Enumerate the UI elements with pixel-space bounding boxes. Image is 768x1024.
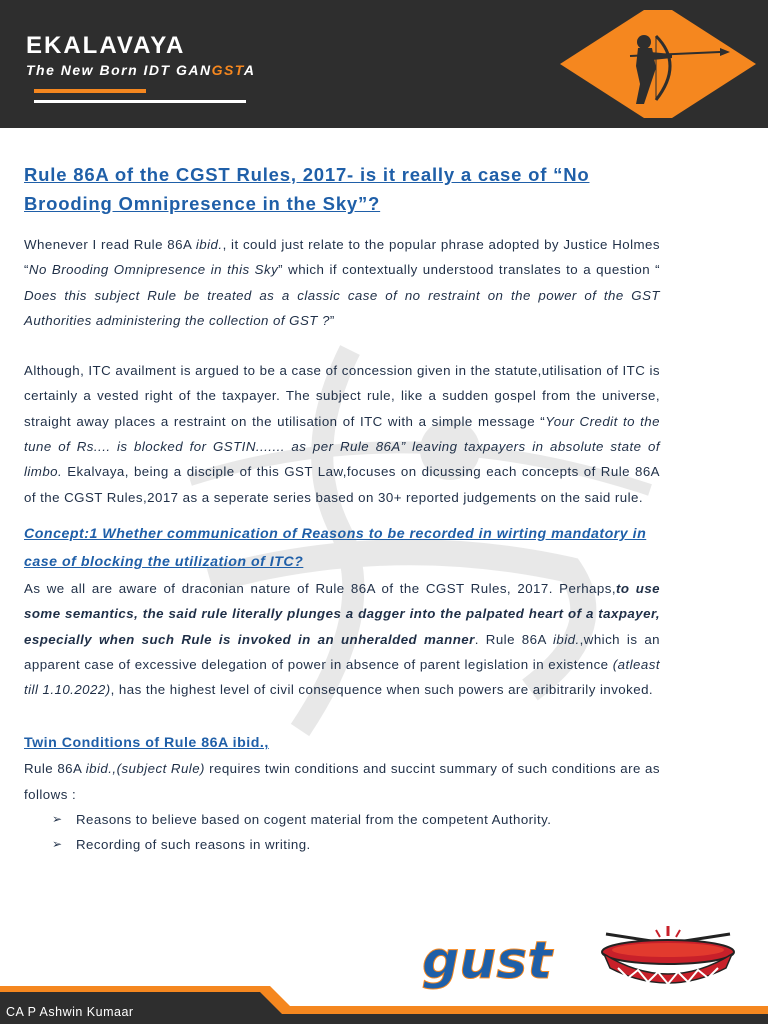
tagline-highlight: GST xyxy=(211,62,244,78)
brand-name: EKALAVAYA xyxy=(26,32,186,59)
gust-logo-text: gust xyxy=(422,931,553,990)
author-name: CA P Ashwin Kumaar xyxy=(6,1005,134,1019)
text-run: No Brooding Omnipresence in this Sky xyxy=(28,262,279,278)
text-run: . Rule 86A xyxy=(474,631,553,647)
white-divider xyxy=(34,100,246,103)
text-run: ibid. xyxy=(552,631,580,647)
article-body xyxy=(24,160,660,857)
text-run: , has the highest level of civil consequence when such powers are aribitrarily invoked. xyxy=(110,682,654,698)
text-run: Does this subject Rule be treated as a classic case of no restraint on the power of the GST Authorities administering the collection of GST ? xyxy=(24,287,660,328)
archer-logo-icon xyxy=(560,8,756,120)
text-run: Ekalvaya, being a disciple of this GST Law,focuses on dicussing each concepts of Rule 86A of the CGST Rules,2017 as a seperate series based on 30+ reported judgements on the said rule. xyxy=(24,464,660,505)
tagline-post: A xyxy=(243,62,256,78)
text-run: to use some semantics, the said rule literally plunges a dagger into the palpated heart of a taxpayer, especially when such Rule is invoked in an unheralded manner xyxy=(24,580,661,647)
brand-tagline xyxy=(26,62,255,78)
list-item: ➢ Reasons to believe based on cogent material from the competent Authority. xyxy=(24,807,660,832)
tagline-pre: The New Born IDT GAN xyxy=(26,62,212,78)
paragraph-twin xyxy=(24,756,660,807)
text-run: Whenever I read Rule 86A xyxy=(24,237,196,252)
paragraph-draconian xyxy=(24,576,660,702)
concept-1-heading: Concept:1 Whether communication of Reasons to be recorded in wirting mandatory in case of blocking the utilization of ITC? xyxy=(24,525,647,570)
text-run: ” which if contextually understood translates to a question “ xyxy=(278,262,660,278)
header-banner xyxy=(0,0,768,128)
article-title: Rule 86A of the CGST Rules, 2017- is it really a case of “No Brooding Omnipresence in the Sky”? xyxy=(24,164,590,214)
text-run: requires twin conditions and succint summary of such conditions are as follows : xyxy=(24,761,660,802)
list-item: ➢ Recording of such reasons in writing. xyxy=(24,832,660,857)
twin-conditions-heading: Twin Conditions of Rule 86A ibid., xyxy=(24,735,269,752)
conditions-list xyxy=(24,807,660,857)
drum-logo-icon xyxy=(598,924,738,988)
text-run: Rule 86A xyxy=(24,761,86,777)
text-run: ibid. xyxy=(195,237,223,252)
text-run: Your Credit to the tune of Rs.... is blocked for GSTIN....... as per Rule 86A” leaving taxpayers in absolute state of limbo. xyxy=(24,413,660,480)
text-run: , it could just relate to the popular phrase adopted by Justice Holmes “ xyxy=(24,237,661,278)
gust-logo-icon xyxy=(420,930,568,990)
text-run: As we all are aware of draconian nature of Rule 86A of the CGST Rules, 2017. Perhaps, xyxy=(24,580,616,596)
text-run: ” xyxy=(329,312,335,328)
orange-divider xyxy=(34,89,146,93)
text-run: ,which is an apparent case of excessive delegation of power in absence of parent legislation in existence xyxy=(24,631,661,672)
text-run: (atleast till 1.10.2022) xyxy=(24,656,660,698)
paragraph-intro xyxy=(24,232,660,333)
paragraph-itc xyxy=(24,358,660,510)
text-run: Although, ITC availment is argued to be a case of concession given in the statute,utilisation of ITC is certainly a vested right of the taxpayer. The subject rule, like a sudden gospel from the universe, straight away places a restraint on the utilisation of ITC with a simple message “ xyxy=(24,363,660,429)
text-run: ibid.,(subject Rule) xyxy=(85,761,205,777)
